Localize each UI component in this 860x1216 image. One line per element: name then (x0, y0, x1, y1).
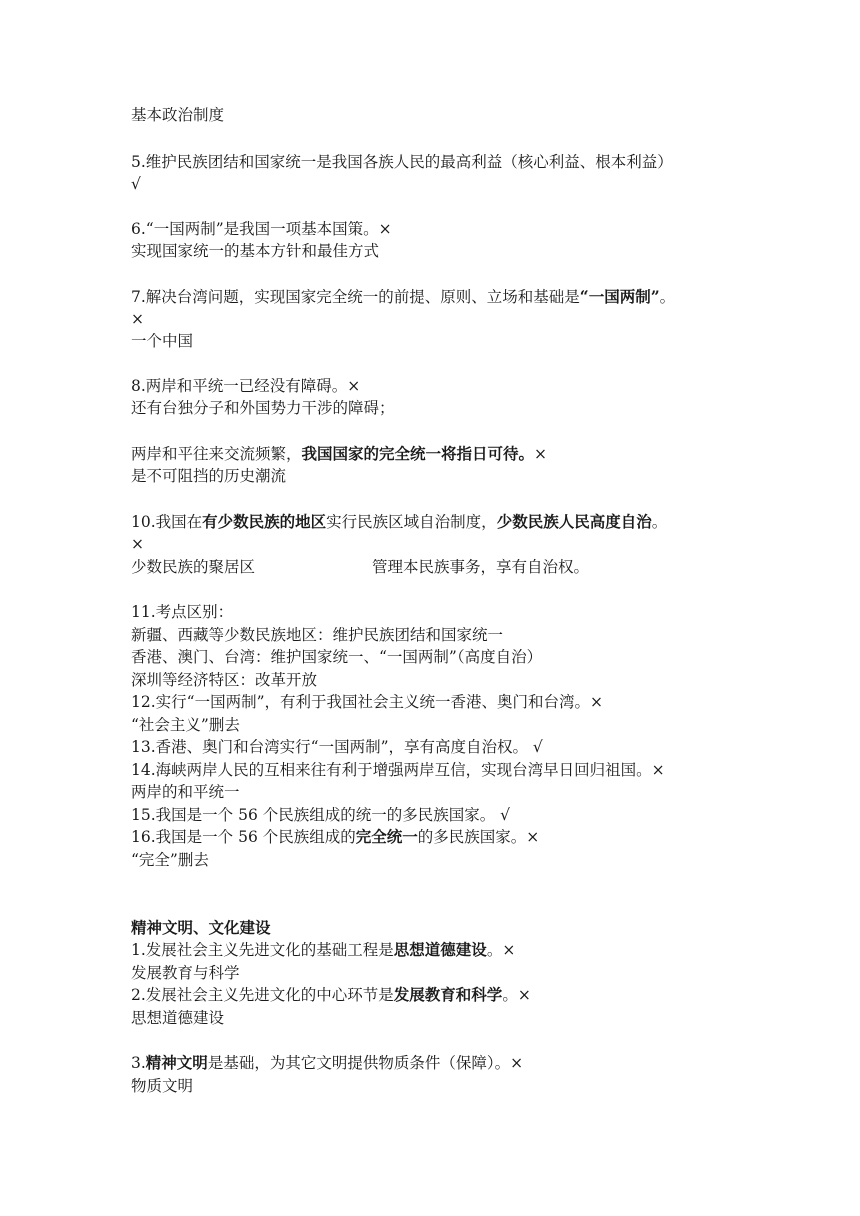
text-segment: 。 (651, 513, 668, 531)
bold-text: 我国国家的完全统一将指日可待。 (301, 444, 535, 463)
text-line: √ (131, 175, 141, 193)
text-line (131, 826, 539, 848)
section-heading: 精神文明、文化建设 (131, 918, 271, 937)
text-line: 思想道德建设 (131, 1009, 225, 1027)
text-segment: 是基础，为其它文明提供物质条件（保障）。× (207, 1054, 524, 1072)
text-line: 11.考点区别： (131, 603, 234, 621)
text-segment: 7.解决台湾问题，实现国家完全统一的前提、原则、立场和基础是 (131, 288, 580, 306)
text-line: 香港、澳门、台湾：维护国家统一、“一国两制”（高度自治） (131, 648, 543, 666)
text-line: 少数民族的聚居区 (131, 558, 256, 576)
text-segment: 2.发展社会主义先进文化的中心环节是 (131, 986, 394, 1004)
bold-text: 完全统一 (355, 827, 418, 846)
text-line (131, 939, 515, 961)
text-line: 管理本民族事务，享有自治权。 (372, 558, 590, 576)
text-segment: 10.我国在 (131, 513, 203, 531)
text-line: 深圳等经济特区：改革开放 (131, 671, 318, 689)
bold-text: 有少数民族的地区 (202, 512, 327, 531)
text-segment: 的多民族国家。× (417, 828, 540, 846)
text-line: 发展教育与科学 (131, 964, 240, 982)
text-line: 15.我国是一个 56 个民族组成的统一的多民族国家。 √ (131, 806, 511, 824)
text-line (131, 984, 531, 1006)
text-line: “社会主义”删去 (131, 716, 240, 734)
text-segment: 1.发展社会主义先进文化的基础工程是 (131, 941, 394, 959)
bold-text: 思想道德建设 (393, 940, 487, 959)
text-line: × (131, 535, 144, 553)
text-line: “完全”删去 (131, 851, 209, 869)
text-line: 实现国家统一的基本方针和最佳方式 (131, 242, 380, 260)
text-line (131, 511, 667, 533)
bold-text: 发展教育和科学 (393, 985, 503, 1004)
text-segment: 两岸和平往来交流频繁， (131, 445, 302, 463)
text-segment: 。× (502, 986, 531, 1004)
bold-text: “一国两制” (579, 287, 660, 306)
text-line: 6.“一国两制”是我国一项基本国策。× (131, 220, 392, 238)
text-segment: × (534, 445, 548, 463)
text-line: 5.维护民族团结和国家统一是我国各族人民的最高利益（核心利益、根本利益） (131, 153, 673, 171)
text-line: 12.实行“一国两制”，有利于我国社会主义统一香港、奥门和台湾。× (131, 693, 603, 711)
text-line: 新疆、西藏等少数民族地区：维护民族团结和国家统一 (131, 626, 504, 644)
text-line: 还有台独分子和外国势力干涉的障碍； (131, 399, 395, 417)
text-line: 基本政治制度 (131, 106, 225, 124)
text-line: 是不可阻挡的历史潮流 (131, 467, 287, 485)
text-line: 8.两岸和平统一已经没有障碍。× (131, 377, 361, 395)
text-line: × (131, 310, 144, 328)
text-line: 一个中国 (131, 332, 194, 350)
text-line: 13.香港、奥门和台湾实行“一国两制”，享有高度自治权。 √ (131, 738, 543, 756)
text-line (131, 1052, 523, 1074)
bold-text: 精神文明 (145, 1053, 208, 1072)
text-segment: 16.我国是一个 56 个民族组成的 (131, 828, 356, 846)
text-segment: 。× (486, 941, 516, 959)
text-segment: 。 (659, 288, 676, 306)
text-line (131, 443, 547, 465)
bold-text: 少数民族人民高度自治 (496, 512, 652, 531)
text-line (131, 286, 675, 308)
text-line: 两岸的和平统一 (131, 783, 240, 801)
text-segment: 3. (131, 1054, 146, 1072)
text-line: 物质文明 (131, 1077, 194, 1095)
text-line: 14.海峡两岸人民的互相来往有利于增强两岸互信，实现台湾早日回归祖国。× (131, 761, 665, 779)
text-segment: 实行民族区域自治制度， (326, 513, 497, 531)
